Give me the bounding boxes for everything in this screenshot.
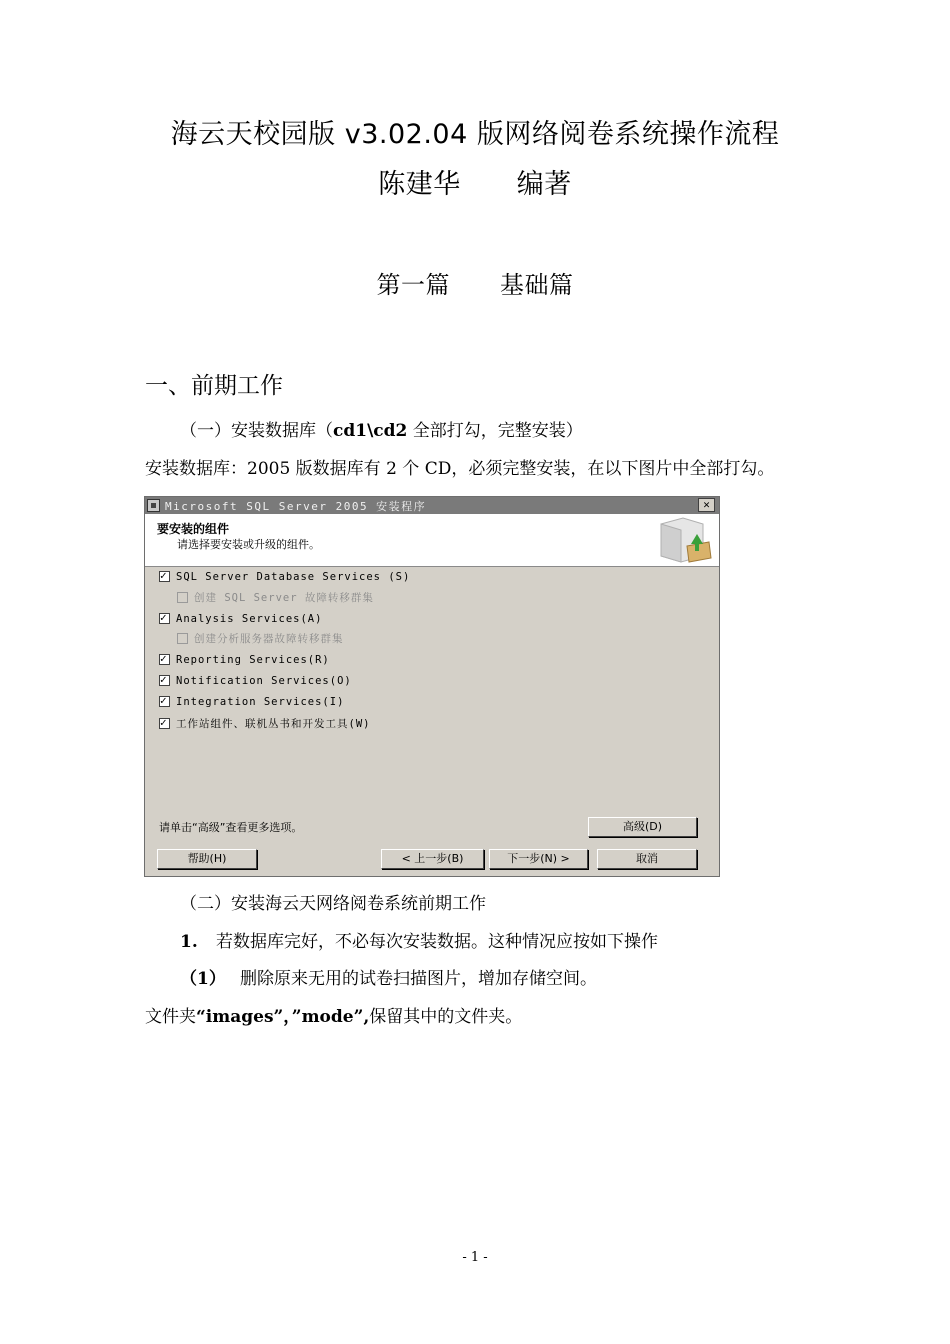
checkbox-disabled — [177, 633, 188, 644]
document-title: 海云天校园版 v3.02.04 版网络阅卷系统操作流程 — [170, 119, 780, 150]
option-sql-server-database-services[interactable]: ✓SQL Server Database Services (S) — [159, 571, 410, 583]
part-title — [0, 265, 950, 300]
checkbox[interactable] — [159, 718, 170, 729]
option-sql-failover-cluster: 创建 SQL Server 故障转移群集 — [177, 590, 374, 605]
checkbox[interactable] — [159, 696, 170, 707]
option-workstation-components[interactable]: ✓工作站组件、联机丛书和开发工具(W) — [159, 716, 370, 731]
cancel-button[interactable]: 取消 — [597, 849, 697, 869]
help-button[interactable]: 帮助(H) — [157, 849, 257, 869]
banner-title: 要安装的组件 — [157, 522, 230, 536]
app-icon — [147, 499, 160, 512]
option-reporting-services[interactable]: ✓Reporting Services(R) — [159, 654, 330, 666]
section-heading: 一、前期工作 — [145, 373, 283, 399]
page-number: - 1 - — [462, 1250, 488, 1265]
advanced-button[interactable]: 高级(D) — [588, 817, 697, 837]
list-item-1-1: （1） 删除原来无用的试卷扫描图片，增加存储空间。 — [180, 969, 597, 989]
option-notification-services[interactable]: ✓Notification Services(O) — [159, 675, 352, 687]
option-integration-services[interactable]: ✓Integration Services(I) — [159, 696, 344, 708]
package-box-icon — [653, 516, 713, 564]
checkbox[interactable] — [159, 571, 170, 582]
subsection-preliminary-work: （二）安装海云天网络阅卷系统前期工作 — [180, 894, 486, 914]
author-line — [0, 162, 950, 201]
install-description: 安装数据库：2005 版数据库有 2 个 CD，必须完整安装，在以下图片中全部打勾。 — [145, 459, 775, 479]
back-button[interactable]: < 上一步(B) — [381, 849, 484, 869]
subsection-install-database: （一）安装数据库（cd1\cd2 全部打勾，完整安装） — [180, 421, 583, 441]
checkbox-disabled — [177, 592, 188, 603]
checkbox[interactable] — [159, 654, 170, 665]
installer-screenshot — [144, 496, 720, 877]
option-analysis-failover-cluster: 创建分析服务器故障转移群集 — [177, 631, 344, 646]
folder-note: 文件夹“images”，”mode”,保留其中的文件夹。 — [145, 1007, 523, 1027]
close-icon[interactable]: ✕ — [698, 498, 715, 512]
list-item-1: 1. 若数据库完好，不必每次安装数据。这种情况应按如下操作 — [180, 932, 658, 952]
part-number: 第一篇 — [376, 271, 450, 299]
part-name: 基础篇 — [500, 271, 574, 299]
author-name: 陈建华 — [378, 169, 461, 200]
checkbox[interactable] — [159, 613, 170, 624]
author-role: 编著 — [516, 169, 572, 200]
advanced-hint: 请单击“高级”查看更多选项。 — [159, 821, 303, 834]
option-analysis-services[interactable]: ✓Analysis Services(A) — [159, 613, 322, 625]
next-button[interactable]: 下一步(N) > — [489, 849, 588, 869]
installer-window-title: Microsoft SQL Server 2005 安装程序 — [165, 500, 427, 513]
installer-titlebar — [145, 497, 719, 514]
checkbox[interactable] — [159, 675, 170, 686]
installer-banner — [145, 514, 719, 567]
banner-subtitle: 请选择要安装或升级的组件。 — [177, 538, 320, 551]
